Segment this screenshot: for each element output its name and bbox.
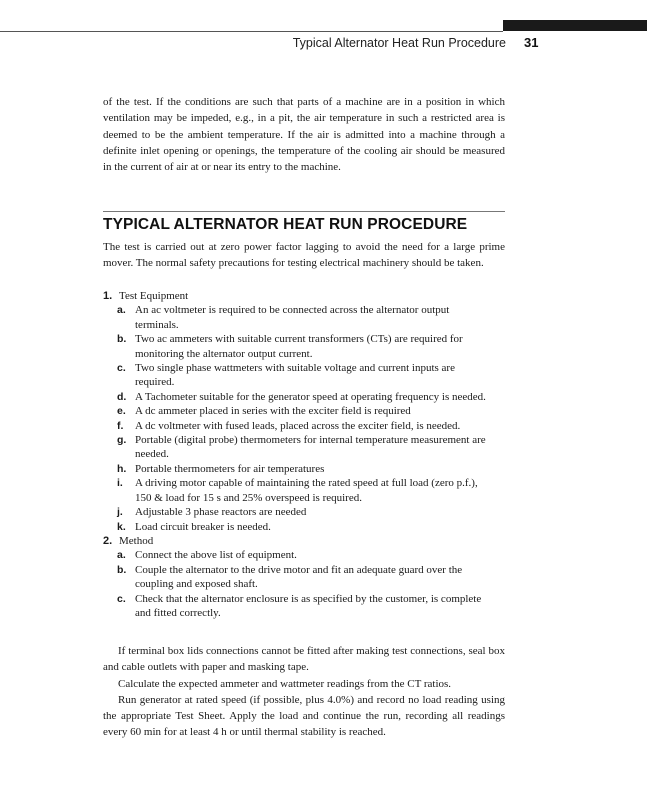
paragraph: Calculate the expected ammeter and wattmeter readings from the CT ratios. xyxy=(118,677,452,690)
item-number: 1. xyxy=(103,290,113,302)
list-item xyxy=(103,462,505,476)
list-item xyxy=(103,390,505,404)
item-text: Adjustable 3 phase reactors are needed xyxy=(135,506,307,519)
item-label: h. xyxy=(117,462,127,475)
page-number: 31 xyxy=(524,35,539,50)
item-number: 2. xyxy=(103,534,113,547)
section-title: TYPICAL ALTERNATOR HEAT RUN PROCEDURE xyxy=(103,216,468,233)
section-lead: The test is carried out at zero power factor lagging to avoid the need for a large prime mover. The normal safety precautions for testing electrical machinery should be taken. xyxy=(103,241,505,270)
item-label: c. xyxy=(117,362,126,375)
list-item xyxy=(103,520,505,534)
section-rule xyxy=(103,211,505,212)
header-rule xyxy=(0,31,503,32)
list-item xyxy=(103,361,505,390)
item-label: e. xyxy=(117,405,126,418)
item-text: Portable (digital probe) thermometers for internal temperature measurement are needed. xyxy=(135,434,486,461)
list-item xyxy=(103,404,505,418)
paragraph: Run generator at rated speed (if possible, plus 4.0%) and record no load reading using the appropriate Test Sheet. Apply the load and continue the run, recording all readings every 60 min for at least 4 h or until thermal stability is reached. xyxy=(103,693,505,739)
procedure-list xyxy=(103,289,505,620)
list-item xyxy=(103,332,505,361)
intro-paragraph: of the test. If the conditions are such that parts of a machine are in a position in which ventilation may be impeded, e.g., in a pit, the air temperature in such a restricted area is deemed to be the ambient temperature. If the air is admitted into a machine through a definite inlet opening or openings, the temperature of the cooling air should be measured in the current of air at or near its entry to the machine. xyxy=(103,96,505,174)
item-label: j. xyxy=(117,506,123,519)
item-text: Load circuit breaker is needed. xyxy=(135,520,271,533)
item-label: f. xyxy=(117,419,124,432)
item-text: Two ac ammeters with suitable current transformers (CTs) are required for monitoring the alternator output current. xyxy=(135,333,463,360)
closing-text xyxy=(103,643,505,741)
item-text: Check that the alternator enclosure is as specified by the customer, is complete and fitted correctly. xyxy=(135,592,482,619)
item-text: Couple the alternator to the drive motor and fit an adequate guard over the coupling and exposed shaft. xyxy=(135,563,463,591)
item-label: a. xyxy=(117,304,126,317)
item-label: i. xyxy=(117,477,123,490)
item-heading: Method xyxy=(119,534,154,547)
item-label: c. xyxy=(117,592,126,605)
item-text: An ac voltmeter is required to be connected across the alternator output terminals. xyxy=(135,304,450,331)
running-head: Typical Alternator Heat Run Procedure xyxy=(292,36,506,50)
list-item-test-equipment xyxy=(103,289,505,534)
item-heading: Test Equipment xyxy=(119,290,189,302)
list-item xyxy=(103,303,505,332)
item-text: A dc voltmeter with fused leads, placed across the exciter field, is needed. xyxy=(135,419,461,432)
list-item xyxy=(103,433,505,462)
item-label: g. xyxy=(117,434,127,447)
list-item xyxy=(103,563,505,592)
list-item-method xyxy=(103,534,505,620)
paragraph: If terminal box lids connections cannot be fitted after making test connections, seal box and cable outlets with paper and masking tape. xyxy=(103,645,505,674)
list-item xyxy=(103,548,505,562)
list-item xyxy=(103,419,505,433)
item-text: A Tachometer suitable for the generator speed at operating frequency is needed. xyxy=(135,390,486,403)
item-text: Portable thermometers for air temperatures xyxy=(135,462,325,475)
item-label: d. xyxy=(117,390,127,403)
item-text: A dc ammeter placed in series with the exciter field is required xyxy=(135,405,411,418)
item-label: b. xyxy=(117,563,127,576)
item-text: Connect the above list of equipment. xyxy=(135,549,297,562)
item-text: Two single phase wattmeters with suitable voltage and current inputs are required. xyxy=(135,362,455,389)
item-label: a. xyxy=(117,549,126,562)
list-item xyxy=(103,592,505,621)
list-item xyxy=(103,476,505,505)
item-text: A driving motor capable of maintaining the rated speed at full load (zero p.f.), 150 & load for 15 s and 25% overspeed is required. xyxy=(135,477,478,504)
item-label: b. xyxy=(117,333,127,346)
item-label: k. xyxy=(117,520,126,533)
list-item xyxy=(103,505,505,519)
header-bar xyxy=(503,20,647,31)
